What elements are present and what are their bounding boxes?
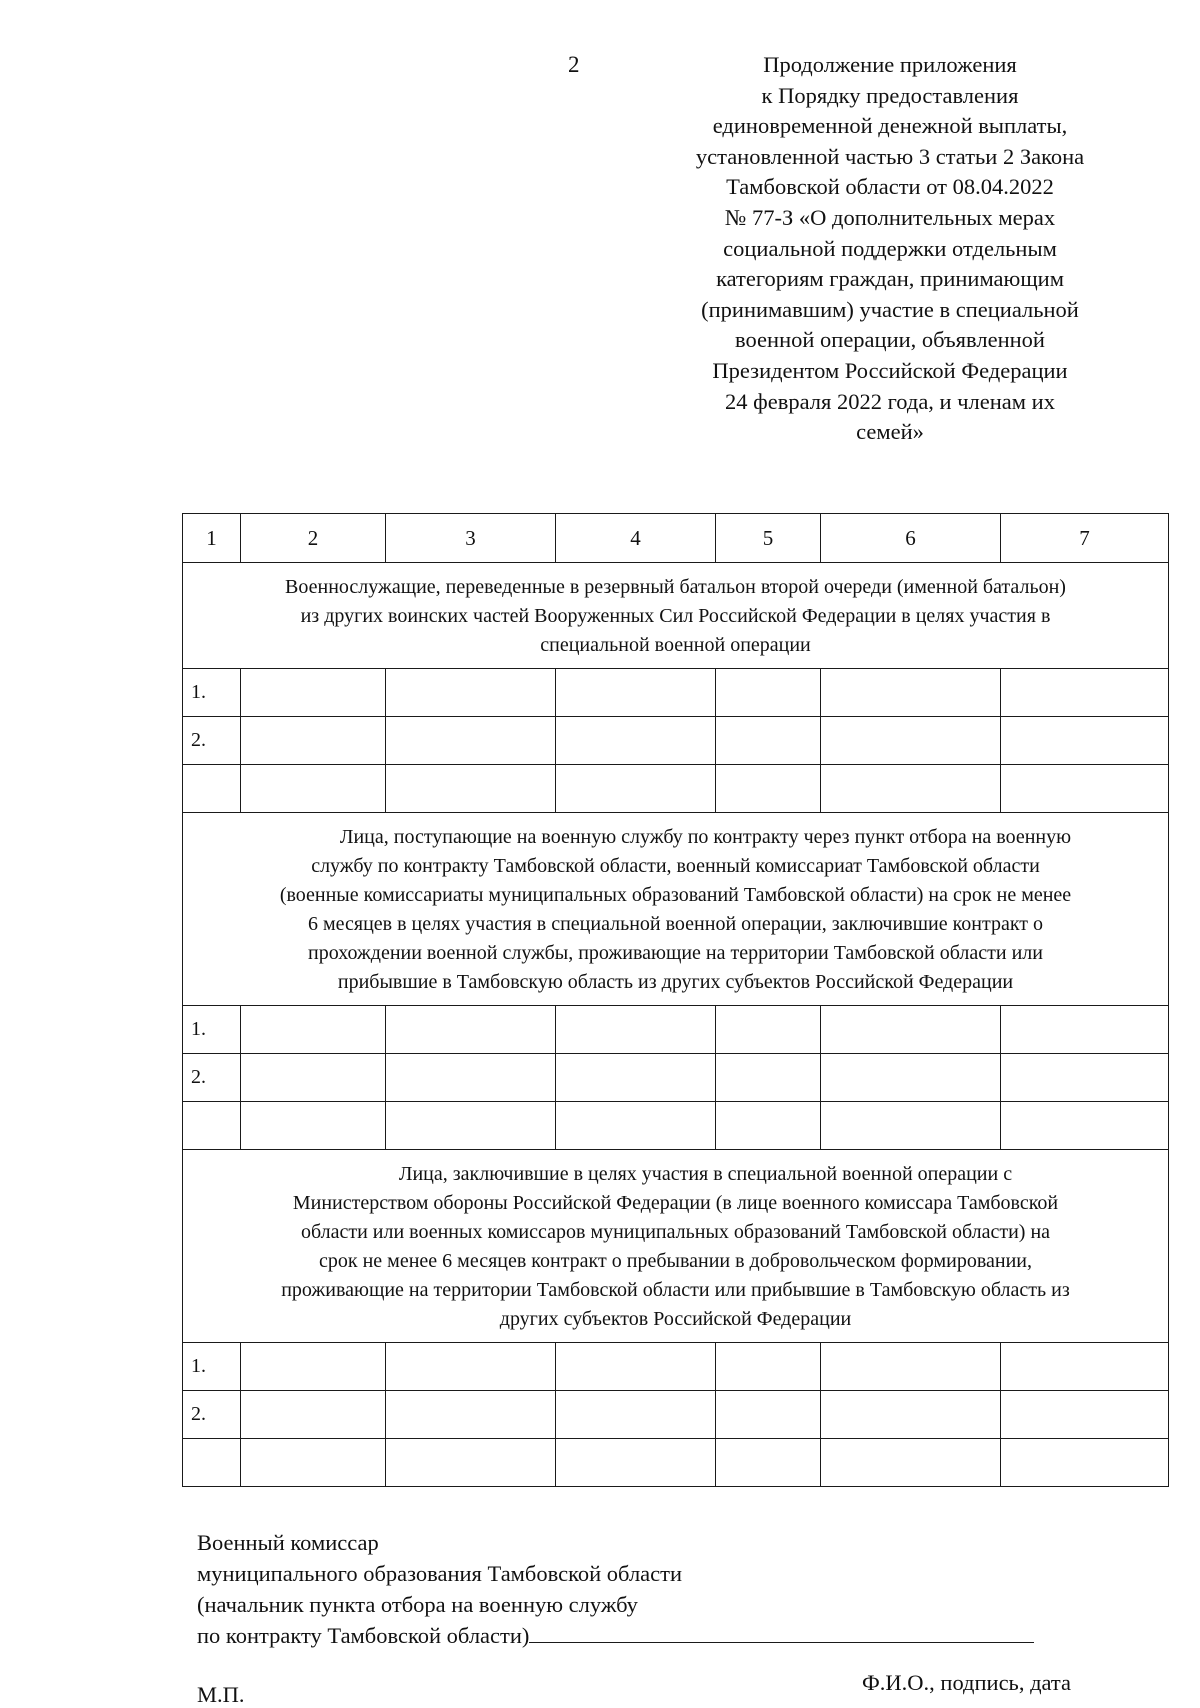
table-cell [241,1054,386,1102]
section-title-line: прохождении военной службы, проживающие на территории Тамбовской области или [308,942,1043,964]
signatory-title-line: (начальник пункта отбора на военную службу [197,1592,638,1617]
section-title [183,563,1169,669]
table-cell [716,1343,821,1391]
table-row [183,1054,1169,1102]
table-cell [1001,1343,1169,1391]
appendix-heading [650,50,1130,448]
table-cell [241,1006,386,1054]
table-cell [1001,1006,1169,1054]
table-cell [716,669,821,717]
column-number: 6 [821,514,1001,563]
appendix-heading-line: единовременной денежной выплаты, [712,113,1068,139]
table-cell [241,717,386,765]
table-cell [241,1102,386,1150]
section-title-line: прибывшие в Тамбовскую область из других субъектов Российской Федерации [337,971,1014,993]
table-cell [821,1391,1001,1439]
appendix-heading-line: семей» [856,419,924,445]
table-cell [386,669,556,717]
column-number: 3 [386,514,556,563]
table-cell [241,1391,386,1439]
table-row [183,1343,1169,1391]
table-cell [716,1102,821,1150]
table-cell [1001,1439,1169,1487]
column-number: 2 [241,514,386,563]
table-cell [1001,765,1169,813]
table-cell [1001,669,1169,717]
table-cell [556,717,716,765]
appendix-heading-line: к Порядку предоставления [761,82,1019,108]
table-cell [821,669,1001,717]
section-title-line: специальной военной операции [540,634,811,656]
column-number-row [183,514,1169,563]
table-cell [1001,1391,1169,1439]
appendix-heading-line: установленной частью 3 статьи 2 Закона [695,143,1085,169]
signature-block [197,1527,1167,1651]
table-cell [821,765,1001,813]
row-number: 2. [183,1054,241,1102]
section-title-line: срок не менее 6 месяцев контракт о пребывании в добровольческом формировании, [319,1250,1032,1272]
table-cell [821,1343,1001,1391]
page-number: 2 [568,52,580,77]
table-cell [241,669,386,717]
table-cell [386,765,556,813]
signature-blank-line [529,1622,1034,1643]
table-cell [386,1343,556,1391]
table-cell [1001,1102,1169,1150]
table-cell [241,765,386,813]
table-cell [716,717,821,765]
table-row [183,1102,1169,1150]
table-cell [821,1006,1001,1054]
column-number: 5 [716,514,821,563]
stamp-label: М.П. [197,1682,245,1707]
signatory-title-line-with-blank [197,1620,1167,1651]
table-cell [386,1391,556,1439]
row-number: 1. [183,1343,241,1391]
recipients-table [182,513,1169,1487]
table-cell [556,1391,716,1439]
section-title-line: Лица, заключившие в целях участия в специальной военной операции с [398,1163,1013,1185]
table-cell [556,1439,716,1487]
table-row [183,1006,1169,1054]
appendix-heading-line: Тамбовской области от 08.04.2022 [726,174,1054,200]
section-title-line: других субъектов Российской Федерации [499,1308,852,1330]
appendix-heading-line: военной операции, объявленной [735,327,1045,353]
table-cell [556,669,716,717]
signatory-title-line: Военный комиссар [197,1530,379,1555]
appendix-heading-line: 24 февраля 2022 года, и членам их [725,388,1055,414]
table-cell [386,1102,556,1150]
section-title-line: Военнослужащие, переведенные в резервный батальон второй очереди (именной батальон) [285,576,1066,598]
appendix-heading-line: Президентом Российской Федерации [712,357,1068,383]
table-cell [716,765,821,813]
row-number [183,1439,241,1487]
appendix-heading-line: категориям граждан, принимающим [716,266,1064,292]
table-cell [821,1439,1001,1487]
appendix-heading-line: (принимавшим) участие в специальной [701,296,1079,322]
table-cell [1001,1054,1169,1102]
table-cell [386,1054,556,1102]
section-title-row [183,813,1169,1006]
table-cell [716,1439,821,1487]
signatory-title-line: муниципального образования Тамбовской области [197,1561,683,1586]
section-title-line: проживающие на территории Тамбовской области или прибывшие в Тамбовскую область из [281,1279,1070,1301]
row-number [183,765,241,813]
section-title-line: (военные комиссариаты муниципальных образований Тамбовской области) на срок не менее [279,884,1072,906]
table-row [183,1391,1169,1439]
table-cell [556,765,716,813]
table-cell [556,1343,716,1391]
table-cell [716,1054,821,1102]
table-cell [821,717,1001,765]
table-cell [821,1102,1001,1150]
row-number: 2. [183,717,241,765]
signature-caption: Ф.И.О., подпись, дата [862,1670,1072,1695]
column-number: 7 [1001,514,1169,563]
table-cell [386,1006,556,1054]
table-cell [241,1343,386,1391]
appendix-heading-line: Продолжение приложения [763,52,1017,77]
section-title [183,813,1169,1006]
table-row [183,717,1169,765]
section-title-row [183,1150,1169,1343]
table-row [183,669,1169,717]
section-title-line: службу по контракту Тамбовской области, военный комиссариат Тамбовской области [311,855,1040,877]
signatory-title-line: по контракту Тамбовской области) [197,1623,530,1648]
table-cell [716,1391,821,1439]
table-cell [716,1006,821,1054]
table-row [183,765,1169,813]
section-title-line: Министерством обороны Российской Федерации (в лице военного комиссара Тамбовской [292,1192,1059,1214]
row-number: 2. [183,1391,241,1439]
table-cell [241,1439,386,1487]
appendix-heading-line: социальной поддержки отдельным [723,235,1057,261]
table-cell [556,1102,716,1150]
section-title [183,1150,1169,1343]
column-number: 1 [183,514,241,563]
table-cell [386,1439,556,1487]
section-title-line: из других воинских частей Вооруженных Сил Российской Федерации в целях участия в [300,605,1051,627]
section-title-line: области или военных комиссаров муниципальных образований Тамбовской области) на [300,1221,1051,1243]
table-cell [386,717,556,765]
table-cell [556,1054,716,1102]
section-title-row [183,563,1169,669]
row-number: 1. [183,669,241,717]
column-number: 4 [556,514,716,563]
row-number [183,1102,241,1150]
row-number: 1. [183,1006,241,1054]
section-title-line: 6 месяцев в целях участия в специальной военной операции, заключившие контракт о [307,913,1044,935]
table-cell [821,1054,1001,1102]
table-cell [556,1006,716,1054]
table-cell [1001,717,1169,765]
appendix-heading-line: № 77-З «О дополнительных мерах [724,204,1056,230]
table-row [183,1439,1169,1487]
section-title-line: Лица, поступающие на военную службу по контракту через пункт отбора на военную [339,826,1072,848]
